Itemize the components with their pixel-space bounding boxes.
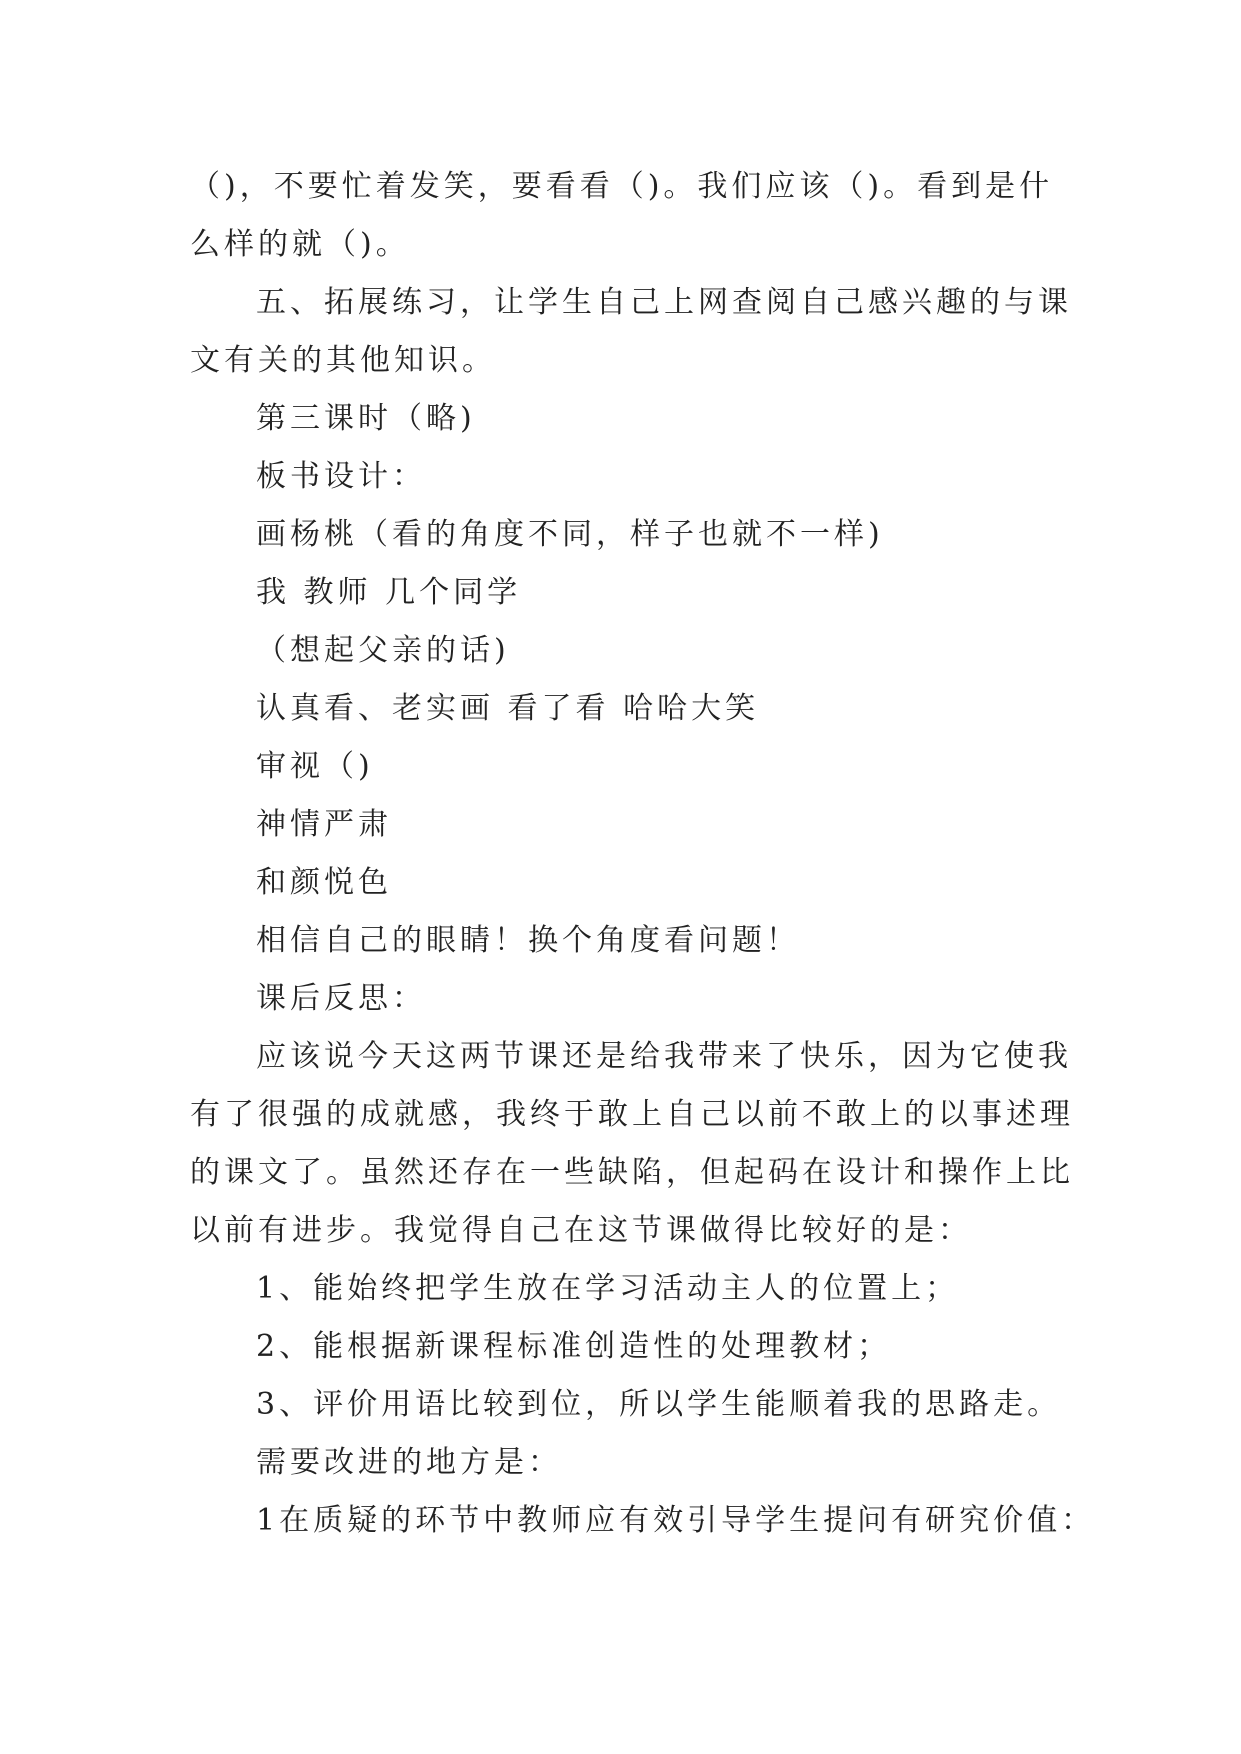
text-line: 以前有进步。我觉得自己在这节课做得比较好的是：: [190, 1213, 972, 1248]
board-line: 我 教师 几个同学: [256, 575, 522, 610]
section-heading: 第三课时（略): [256, 401, 476, 436]
board-line: 认真看、老实画 看了看 哈哈大笑: [256, 691, 760, 726]
board-line: （想起父亲的话): [256, 633, 510, 668]
document-body: [190, 158, 1096, 1550]
text-line: 的课文了。虽然还存在一些缺陷，但起码在设计和操作上比: [190, 1155, 1074, 1190]
board-line: 神情严肃: [256, 807, 392, 842]
list-item: 3、评价用语比较到位，所以学生能顺着我的思路走。: [256, 1387, 1062, 1422]
section-heading: 需要改进的地方是：: [256, 1445, 562, 1480]
section-heading: 课后反思：: [256, 981, 426, 1016]
board-line: 审视（): [256, 749, 374, 784]
text-line: 五、拓展练习，让学生自己上网查阅自己感兴趣的与课: [256, 285, 1072, 320]
list-item: 1在质疑的环节中教师应有效引导学生提问有研究价值：: [256, 1503, 1096, 1538]
text-line: 应该说今天这两节课还是给我带来了快乐，因为它使我: [256, 1039, 1072, 1074]
board-line: 画杨桃（看的角度不同，样子也就不一样): [256, 517, 884, 552]
text-line: 么样的就（)。: [190, 227, 410, 262]
list-item: 1、能始终把学生放在学习活动主人的位置上；: [256, 1271, 960, 1306]
text-line: 有了很强的成就感，我终于敢上自己以前不敢上的以事述理: [190, 1097, 1074, 1132]
board-line: 相信自己的眼睛！换个角度看问题！: [256, 923, 800, 958]
text-line: （)，不要忙着发笑，要看看（)。我们应该（)。看到是什: [190, 169, 1054, 204]
text-line: 文有关的其他知识。: [190, 343, 496, 378]
list-item: 2、能根据新课程标准创造性的处理教材；: [256, 1329, 892, 1364]
board-line: 和颜悦色: [256, 865, 392, 900]
section-heading: 板书设计：: [256, 459, 426, 494]
